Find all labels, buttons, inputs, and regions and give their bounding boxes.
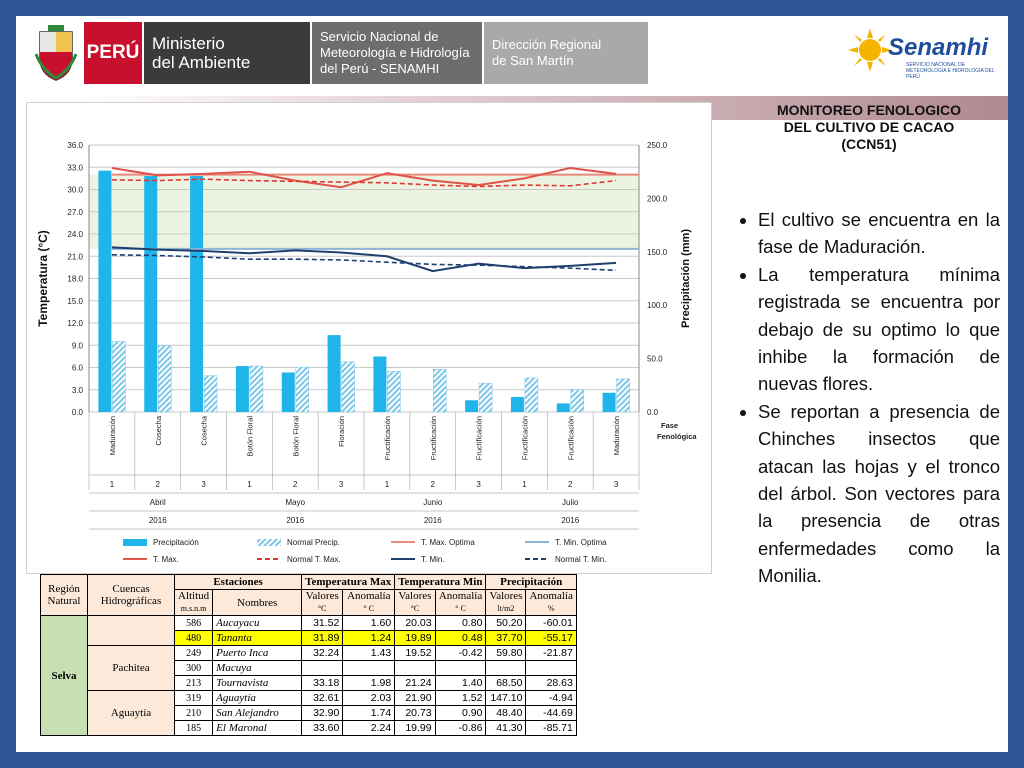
col-tmax-val: [302, 590, 343, 616]
tmax-value-cell: [302, 661, 343, 676]
direccion-line2: de San Martín: [492, 53, 574, 68]
category-label: Botón Floral: [245, 416, 255, 457]
col-tmax-anom: [343, 590, 395, 616]
tmin-anomaly-cell: 0.48: [435, 631, 486, 646]
normal-precip-bar: [250, 366, 263, 412]
senamhi-block: [310, 22, 482, 84]
observation-item: • La temperatura mínima registrada se encuentra por debajo de su optimo lo que inhibe la formación de nuevas flores.: [758, 261, 1000, 398]
precip-value-cell: 37.70: [486, 631, 526, 646]
tmax-anomaly-cell: 1.98: [343, 676, 395, 691]
year-label: 2016: [423, 516, 442, 525]
precip-bar: [373, 356, 386, 412]
col-tmin-anom: [435, 590, 486, 616]
tmin-anomaly-cell: 0.80: [435, 616, 486, 631]
precip-anomaly-cell: -85.71: [526, 721, 576, 736]
col-pp-val: [486, 590, 526, 616]
month-label: Junio: [423, 498, 443, 507]
y-tick-label: 9.0: [71, 341, 83, 351]
tmin-anomaly-cell: 1.40: [435, 676, 486, 691]
tmax-anomaly-cell: 2.24: [343, 721, 395, 736]
category-label: Botón Floral: [291, 416, 301, 457]
unit-label: °C: [317, 604, 327, 613]
altitude-cell: 185: [175, 721, 213, 736]
precip-value-cell: 48.40: [486, 706, 526, 721]
y2-tick-label: 200.0: [647, 194, 668, 204]
year-label: 2016: [561, 516, 580, 525]
ministerio-line1: Ministerio: [152, 34, 225, 53]
decade-label: 3: [201, 480, 206, 489]
col-nombres: Nombres: [213, 590, 302, 616]
legend-swatch: [257, 539, 281, 546]
altitude-cell: 586: [175, 616, 213, 631]
altitude-cell: 480: [175, 631, 213, 646]
col-tmin: Temperatura Min: [395, 575, 486, 590]
precip-bar: [98, 171, 111, 412]
decade-label: 3: [338, 480, 344, 489]
anomalia-label: Anomalía: [347, 590, 391, 602]
stations-table: [40, 574, 577, 736]
tmin-value-cell: 21.90: [395, 691, 435, 706]
decade-label: 1: [522, 480, 527, 489]
y-tick-label: 30.0: [67, 185, 83, 195]
decade-label: 2: [155, 480, 160, 489]
valores-label: Valores: [305, 590, 339, 602]
decade-label: 3: [613, 480, 619, 489]
category-label: Fructificación: [428, 416, 438, 461]
senamhi-logo-sub: SERVICIO NACIONAL DE METEOROLOGÍA E HIDROLOGÍA DEL PERÚ: [906, 62, 995, 80]
y2-tick-label: 50.0: [647, 354, 663, 364]
y-tick-label: 27.0: [67, 207, 83, 217]
x-axis-title: Fenológica: [657, 432, 697, 441]
month-label: Mayo: [285, 498, 306, 507]
stations-table-body: [41, 616, 577, 736]
tmin-value-cell: 20.03: [395, 616, 435, 631]
category-label: Fructificación: [566, 416, 576, 461]
tmax-anomaly-cell: 1.74: [343, 706, 395, 721]
observation-list: [724, 206, 1000, 590]
category-label: Maduración: [612, 416, 622, 456]
chart-container: [26, 102, 712, 574]
y-tick-label: 24.0: [67, 230, 83, 239]
station-name-cell: El Maronal: [213, 721, 302, 736]
y-tick-label: 3.0: [71, 385, 83, 395]
tmax-anomaly-cell: 2.03: [343, 691, 395, 706]
unit-label: ° C: [455, 604, 466, 613]
col-pp-anom: [526, 590, 576, 616]
month-label: Abril: [149, 498, 166, 507]
tmin-anomaly-cell: [435, 661, 486, 676]
normal-precip-bar: [525, 378, 538, 412]
month-label: Julio: [562, 498, 579, 507]
precip-anomaly-cell: 28.63: [526, 676, 576, 691]
altitude-cell: 300: [175, 661, 213, 676]
senamhi-line3: del Perú - SENAMHI: [320, 61, 440, 76]
table-row: [41, 646, 577, 661]
tmax-value-cell: 32.61: [302, 691, 343, 706]
decade-label: 1: [384, 480, 390, 489]
decade-label: 2: [293, 480, 298, 489]
tmin-anomaly-cell: 0.90: [435, 706, 486, 721]
y-tick-label: 21.0: [67, 252, 83, 262]
precip-bar: [328, 335, 341, 412]
cuenca-cell: Aguaytía: [88, 691, 175, 736]
normal-precip-bar: [342, 362, 355, 412]
cuenca-cell: Pachitea: [88, 646, 175, 691]
table-row: [41, 691, 577, 706]
col-tmin-val: [395, 590, 435, 616]
category-label: Fructificación: [382, 416, 392, 461]
tmin-value-cell: [395, 661, 435, 676]
col-precip: Precipitación: [486, 575, 576, 590]
direccion-line1: Dirección Regional: [492, 37, 602, 52]
col-region: Región Natural: [41, 575, 88, 616]
normal-precip-bar: [617, 379, 630, 412]
tmax-value-cell: 32.90: [302, 706, 343, 721]
station-name-cell: San Alejandro: [213, 706, 302, 721]
phenology-chart: [27, 103, 711, 573]
y-tick-label: 6.0: [71, 363, 83, 373]
precip-anomaly-cell: -44.69: [526, 706, 576, 721]
y-tick-label: 36.0: [67, 141, 83, 150]
tmax-anomaly-cell: 1.43: [343, 646, 395, 661]
legend-swatch: [123, 539, 147, 546]
y2-tick-label: 250.0: [647, 141, 668, 150]
valores-label: Valores: [489, 590, 523, 602]
altitude-cell: 249: [175, 646, 213, 661]
normal-precip-bar: [112, 342, 125, 412]
legend-entry: T. Max. Optima: [421, 538, 475, 547]
precip-value-cell: 59.80: [486, 646, 526, 661]
altitude-cell: 210: [175, 706, 213, 721]
legend-entry: Precipitación: [153, 538, 199, 547]
direccion-block: [482, 22, 648, 84]
precip-bar: [236, 366, 249, 412]
altitud-label: Altitud: [178, 590, 210, 602]
normal-precip-bar: [571, 390, 584, 412]
legend-entry: Normal T. Max.: [287, 555, 341, 564]
precip-value-cell: 147.10: [486, 691, 526, 706]
y2-axis-title: Precipitación (mm): [680, 228, 692, 329]
precip-value-cell: 68.50: [486, 676, 526, 691]
table-row: [41, 616, 577, 631]
monitoring-title: [738, 102, 1000, 153]
decade-label: 3: [476, 480, 481, 489]
unit-label: °C: [410, 604, 420, 613]
tmin-value-cell: 21.24: [395, 676, 435, 691]
category-label: Floración: [337, 416, 347, 447]
col-altitud: [175, 590, 213, 616]
senamhi-line1: Servicio Nacional de: [320, 29, 439, 44]
header-bar: [84, 22, 648, 84]
normal-precip-bar: [204, 376, 217, 412]
unit-label: %: [547, 604, 555, 613]
precip-value-cell: [486, 661, 526, 676]
slide: [16, 16, 1008, 752]
legend-entry: T. Max.: [153, 555, 179, 564]
y-axis-title: Temperatura (°C): [36, 230, 50, 327]
valores-label: Valores: [398, 590, 432, 602]
tmax-value-cell: 33.18: [302, 676, 343, 691]
year-label: 2016: [286, 516, 305, 525]
unit-label: ° C: [363, 604, 375, 613]
y2-tick-label: 150.0: [647, 247, 668, 257]
col-estaciones: Estaciones: [175, 575, 302, 590]
y-tick-label: 0.0: [71, 408, 83, 417]
precip-bar: [144, 176, 157, 412]
unit-label: lt/m2: [497, 604, 515, 613]
tmin-value-cell: 19.89: [395, 631, 435, 646]
year-label: 2016: [148, 516, 167, 525]
tmin-anomaly-cell: 1.52: [435, 691, 486, 706]
station-name-cell: Aguaytía: [213, 691, 302, 706]
msnm-label: m.s.n.m: [180, 604, 207, 613]
normal-precip-bar: [479, 383, 492, 412]
y-tick-label: 12.0: [67, 319, 83, 328]
anomalia-label: Anomalía: [529, 590, 573, 602]
decade-label: 2: [568, 480, 573, 489]
precip-anomaly-cell: -4.94: [526, 691, 576, 706]
senamhi-line2: Meteorología e Hidrología: [320, 45, 470, 60]
precip-anomaly-cell: [526, 661, 576, 676]
precip-bar: [190, 176, 203, 412]
station-name-cell: Tournavista: [213, 676, 302, 691]
monitoring-title-line3: (CCN51): [841, 136, 897, 152]
y2-tick-label: 100.0: [647, 301, 668, 311]
col-tmax: Temperatura Max: [302, 575, 395, 590]
altitude-cell: 319: [175, 691, 213, 706]
tmin-value-cell: 20.73: [395, 706, 435, 721]
legend-entry: T. Min.: [421, 555, 445, 564]
station-name-cell: Tananta: [213, 631, 302, 646]
station-name-cell: Puerto Inca: [213, 646, 302, 661]
senamhi-logo-word: Senamhi: [888, 34, 989, 61]
peru-coat-of-arms-icon: [34, 24, 78, 82]
ministerio-line2: del Ambiente: [152, 53, 251, 72]
monitoring-title-line2: DEL CULTIVO DE CACAO: [783, 119, 955, 135]
y-tick-label: 15.0: [67, 296, 83, 306]
precip-value-cell: 41.30: [486, 721, 526, 736]
observation-item: • El cultivo se encuentra en la fase de Maduración.: [758, 206, 1000, 261]
precip-anomaly-cell: -21.87: [526, 646, 576, 661]
tmax-value-cell: 31.89: [302, 631, 343, 646]
category-label: Maduración: [107, 416, 117, 456]
col-cuencas: Cuencas Hidrográficas: [88, 575, 175, 616]
tmax-anomaly-cell: [343, 661, 395, 676]
category-label: Cosecha: [199, 416, 209, 446]
precip-anomaly-cell: -55.17: [526, 631, 576, 646]
precip-anomaly-cell: -60.01: [526, 616, 576, 631]
normal-precip-bar: [387, 371, 400, 412]
legend-entry: T. Min. Optima: [555, 538, 607, 547]
tmax-value-cell: 31.52: [302, 616, 343, 631]
category-label: Fructificación: [474, 416, 484, 461]
anomalia-label: Anomalía: [438, 590, 483, 602]
x-axis-title: Fase: [661, 421, 679, 430]
normal-precip-bar: [158, 346, 171, 412]
tmin-value-cell: 19.99: [395, 721, 435, 736]
tmin-value-cell: 19.52: [395, 646, 435, 661]
precip-bar: [603, 393, 616, 412]
precip-bar: [282, 372, 295, 412]
tmax-value-cell: 32.24: [302, 646, 343, 661]
y-tick-label: 18.0: [67, 274, 83, 284]
legend-entry: Normal Precip.: [287, 538, 340, 547]
normal-precip-bar: [433, 369, 446, 412]
region-cell: Selva: [41, 616, 88, 736]
normal-precip-bar: [296, 367, 309, 412]
y2-tick-label: 0.0: [647, 408, 659, 417]
precip-bar: [557, 403, 570, 412]
category-label: Fructificación: [520, 416, 530, 461]
peru-label: PERÚ: [84, 22, 142, 84]
senamhi-logo: [848, 20, 998, 86]
decade-label: 1: [247, 480, 252, 489]
tmin-anomaly-cell: -0.42: [435, 646, 486, 661]
observation-item: • Se reportan a presencia de Chinches insectos que atacan las hojas y el tronco del árbol. Son vectores para la presencia de otras enfermedades como la Monilia.: [758, 398, 1000, 590]
tmax-value-cell: 33.60: [302, 721, 343, 736]
category-label: Cosecha: [153, 416, 163, 446]
precip-bar: [511, 397, 524, 412]
decade-label: 2: [430, 480, 435, 489]
cuenca-cell: [88, 616, 175, 646]
precip-value-cell: 50.20: [486, 616, 526, 631]
decade-label: 1: [109, 480, 115, 489]
altitude-cell: 213: [175, 676, 213, 691]
tmax-anomaly-cell: 1.60: [343, 616, 395, 631]
legend-entry: Normal T. Min.: [555, 555, 607, 564]
ministerio-block: [142, 22, 310, 84]
sun-icon: [848, 28, 892, 72]
tmin-anomaly-cell: -0.86: [435, 721, 486, 736]
station-name-cell: Macuya: [213, 661, 302, 676]
station-name-cell: Aucayacu: [213, 616, 302, 631]
y-tick-label: 33.0: [67, 163, 83, 173]
monitoring-title-line1: MONITOREO FENOLOGICO: [776, 102, 962, 118]
precip-bar: [465, 400, 478, 412]
tmax-anomaly-cell: 1.24: [343, 631, 395, 646]
